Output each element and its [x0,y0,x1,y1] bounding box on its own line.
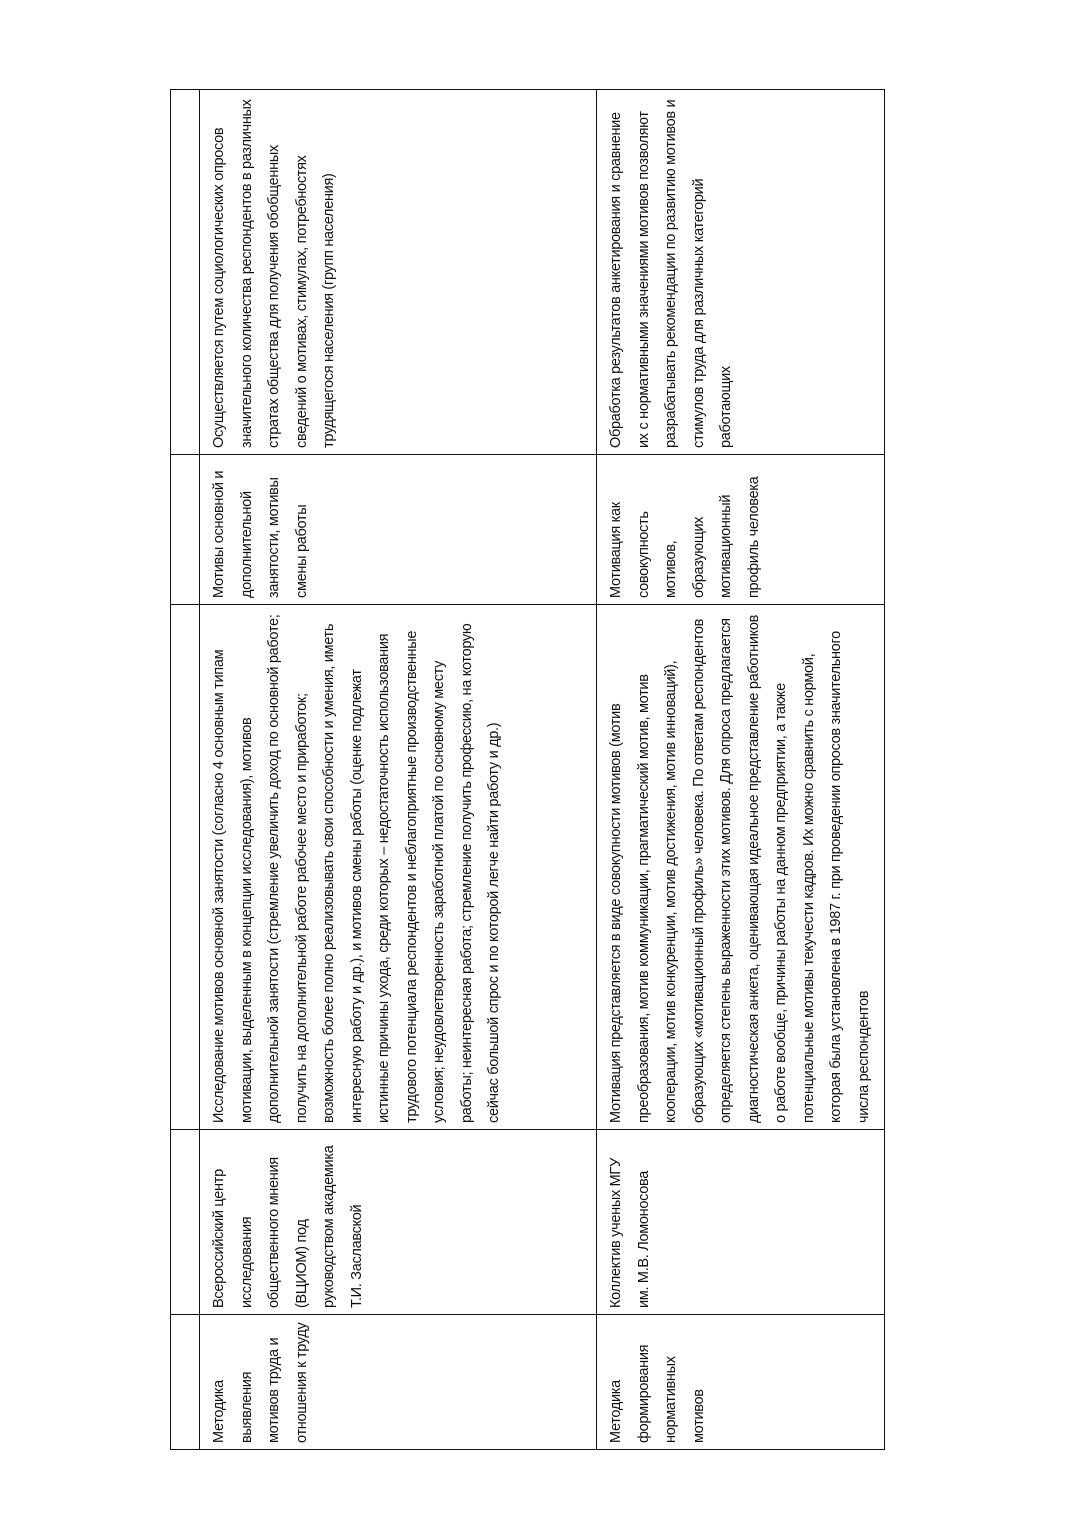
table-header-row [171,90,200,1450]
object-cell [200,455,597,605]
object-text: Мотивация как совокупность мотивов, образующих мотивационный профиль человека [608,476,762,598]
content-text: Исследование мотивов основной занятости (согласно 4 основным типам мотивации, выделенным в концепции исследования), мотивов дополнительной занятости (стремление увеличить доход по основной работе; получить на дополнительной работе рабочее место и приработок; возможность более полно реализовывать свои способности и умения, иметь интересную работу и др.), и мотивов смены работы (оценке подлежат истинные причины ухода, среди которых – недостаточность использования трудового потенциала респондентов и неблагоприятные производственные условия; неудовлетворенность заработной платой по основному месту работы; неинтересная работа; стремление получить профессию, на которую сейчас большой спрос и по которой легче найти работу и др.) [211,614,502,1123]
table-row [597,90,885,1450]
header-cell [171,1315,200,1450]
application-cell [597,90,885,455]
rotated-page [170,90,870,1450]
header-cell [171,455,200,605]
method-text: Методика формирования нормативных мотивов [608,1344,707,1443]
author-text: Всероссийский центр исследования общественного мнения (ВЦИОМ) под руководством академика Т.И. Заславской [211,1145,365,1308]
application-cell [200,90,597,455]
content-text: Мотивация представляется в виде совокупности мотивов (мотив преобразования, мотив коммуникации, прагматический мотив, мотив кооперации, мотив конкуренции, мотив достижения, мотив инноваций), образующих «мотивационный профиль» человека. По ответам респондентов определяется степень выраженности этих мотивов. Для опроса предлагается диагностическая анкета, оценивающая идеальное представление работников о работе вообще, причины работы на данном предприятии, а также потенциальные мотивы текучести кадров. Их можно сравнить с нормой, которая была установлена в 1987 г. при проведении опросов значительного числа респондентов [608,614,872,1123]
method-text: Методика выявления мотивов труда и отношения к труду [211,1322,310,1443]
object-cell [597,455,885,605]
header-cell [171,1130,200,1315]
methods-table [170,89,885,1450]
author-text: Коллектив ученых МГУ им. М.В. Ломоносова [608,1158,652,1308]
method-cell [200,1315,597,1450]
header-cell [171,605,200,1130]
author-cell [597,1130,885,1315]
object-text: Мотивы основной и дополнительной занятости, мотивы смены работы [211,470,310,598]
method-cell [597,1315,885,1450]
header-cell [171,90,200,455]
content-cell [597,605,885,1130]
table-row [200,90,597,1450]
content-cell [200,605,597,1130]
application-text: Обработка результатов анкетирования и сравнение их с нормативными значениями мотивов позволяют разрабатывать рекомендации по развитию мотивов и стимулов труда для различных категорий работающих [608,99,734,448]
author-cell [200,1130,597,1315]
application-text: Осуществляется путем социологических опросов значительного количества респондентов в различных стратах общества для получения обобщенных сведений о мотивах, стимулах, потребностях трудящегося населения (групп населения) [211,99,337,448]
